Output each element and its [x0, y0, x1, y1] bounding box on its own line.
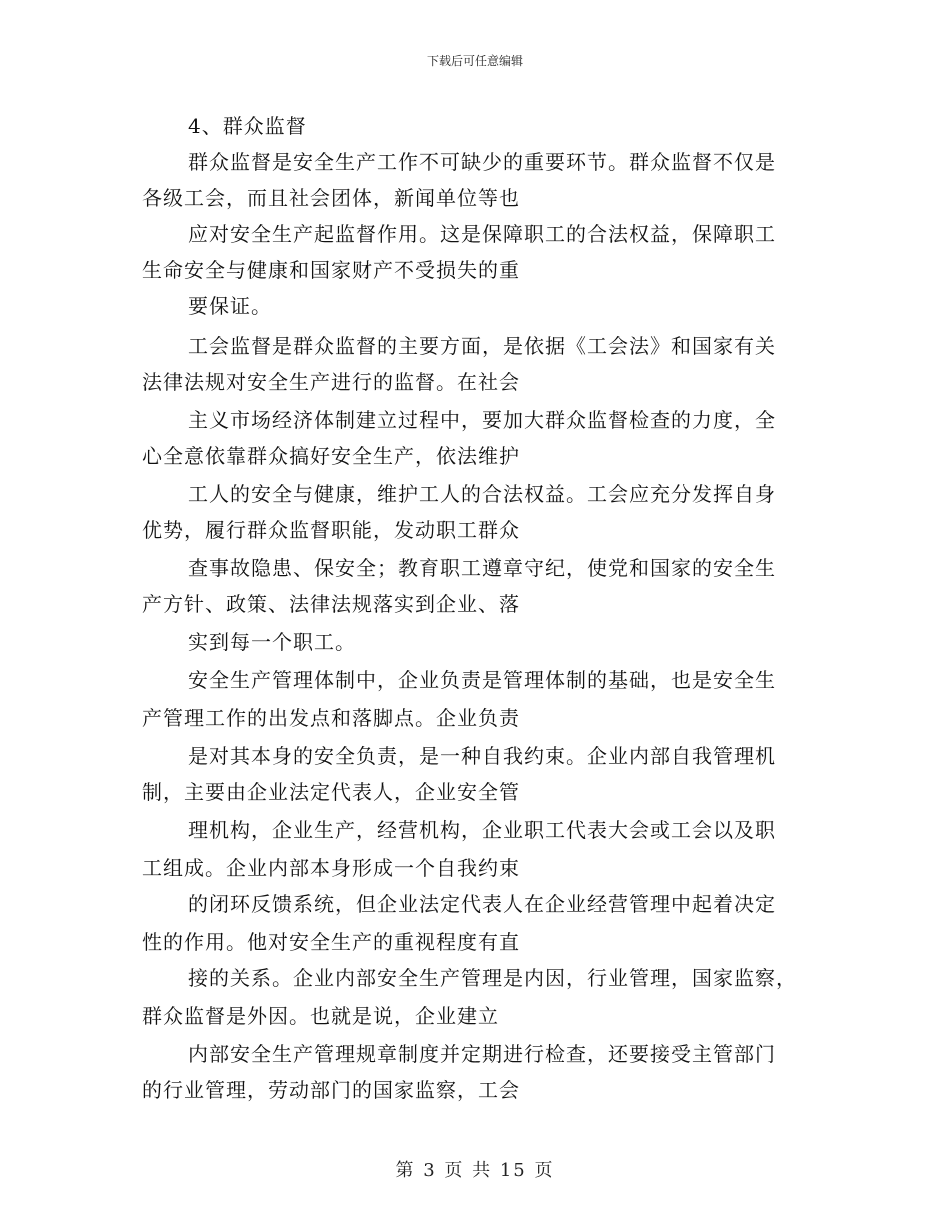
section-heading: 4、群众监督 [188, 114, 307, 138]
text-line: 应对安全生产起监督作用。这是保障职工的合法权益，保障职工 [188, 222, 776, 246]
text-line: 工组成。企业内部本身形成一个自我约束 [142, 856, 520, 880]
text-line: 内部安全生产管理规章制度并定期进行检查，还要接受主管部门 [188, 1042, 776, 1066]
text-line: 产管理工作的出发点和落脚点。企业负责 [142, 706, 520, 730]
text-line: 群众监督是安全生产工作不可缺少的重要环节。群众监督不仅是 [188, 150, 776, 174]
text-line: 接的关系。企业内部安全生产管理是内因，行业管理，国家监察， [188, 966, 797, 990]
page-header: 下载后可任意编辑 [426, 54, 523, 68]
text-line: 群众监督是外因。也就是说，企业建立 [142, 1004, 499, 1028]
text-line: 优势，履行群众监督职能，发动职工群众 [142, 518, 520, 542]
text-line: 的行业管理，劳动部门的国家监察，工会 [142, 1078, 520, 1102]
text-line: 产方针、政策、法律法规落实到企业、落 [142, 592, 520, 616]
text-line: 主义市场经济体制建立过程中，要加大群众监督检查的力度，全 [188, 408, 776, 432]
text-line: 理机构，企业生产，经营机构，企业职工代表大会或工会以及职 [188, 818, 776, 842]
text-line: 查事故隐患、保安全；教育职工遵章守纪，使党和国家的安全生 [188, 556, 776, 580]
text-line: 工人的安全与健康，维护工人的合法权益。工会应充分发挥自身 [188, 482, 776, 506]
text-line: 性的作用。他对安全生产的重视程度有直 [142, 930, 520, 954]
text-line: 制，主要由企业法定代表人，企业安全管 [142, 780, 520, 804]
page-number: 第 3 页 共 15 页 [395, 1160, 555, 1181]
text-line: 是对其本身的安全负责，是一种自我约束。企业内部自我管理机 [188, 744, 776, 768]
text-line: 生命安全与健康和国家财产不受损失的重 [142, 258, 520, 282]
text-line: 心全意依靠群众搞好安全生产，依法维护 [142, 444, 520, 468]
text-line: 各级工会，而且社会团体，新闻单位等也 [142, 186, 520, 210]
text-line: 工会监督是群众监督的主要方面，是依据《工会法》和国家有关 [188, 334, 776, 358]
text-line: 法律法规对安全生产进行的监督。在社会 [142, 370, 520, 394]
text-line: 要保证。 [188, 294, 272, 318]
text-line: 安全生产管理体制中，企业负责是管理体制的基础，也是安全生 [188, 668, 776, 692]
text-line: 的闭环反馈系统，但企业法定代表人在企业经营管理中起着决定 [188, 892, 776, 916]
text-line: 实到每一个职工。 [188, 630, 356, 654]
